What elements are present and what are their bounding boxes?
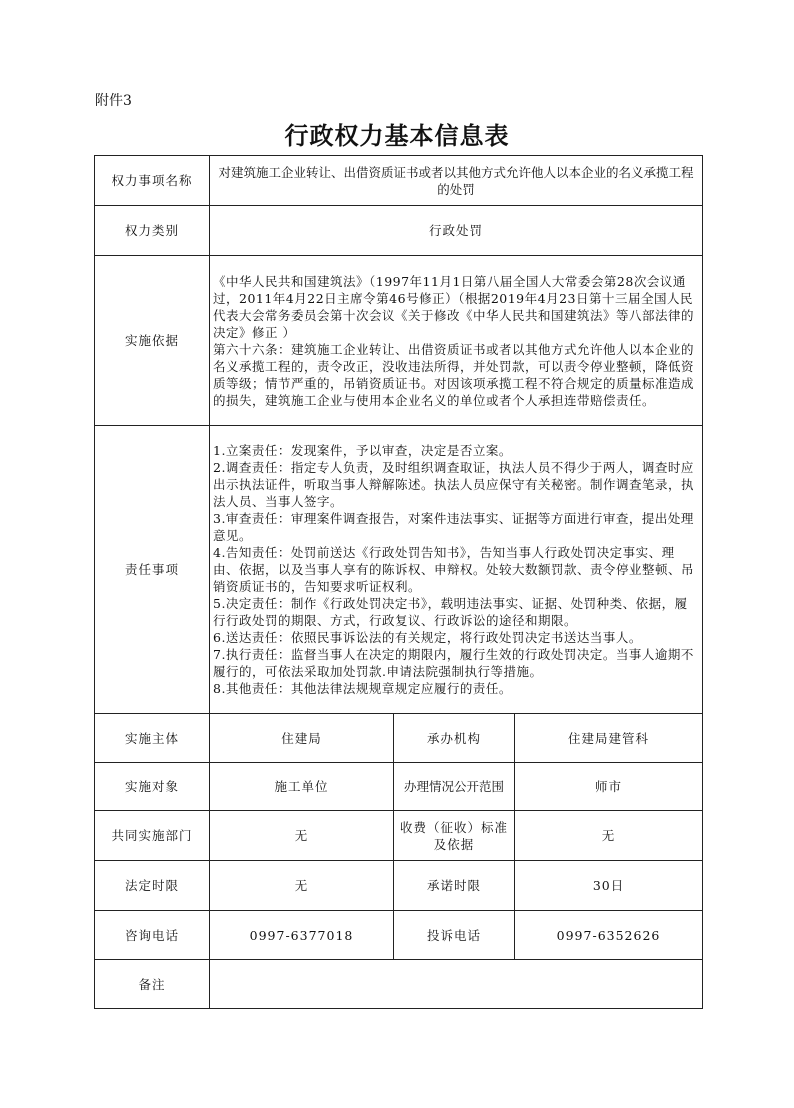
row-category — [95, 206, 703, 256]
complaint-phone-value: 0997-6352626 — [515, 911, 703, 960]
category-label: 权力类别 — [95, 206, 210, 256]
page-title: 行政权力基本信息表 — [284, 121, 510, 150]
basis-label: 实施依据 — [95, 256, 210, 426]
handling-org-value: 住建局建管科 — [515, 714, 703, 763]
joint-dept-label: 共同实施部门 — [95, 811, 210, 861]
legal-time-limit-value: 无 — [210, 861, 394, 911]
responsibility-item: 4.告知责任：处罚前送达《行政处罚告知书》，告知当事人行政处罚决定事实、理由、依据，以及当事人享有的陈诉权、申辩权。处较大数额罚款、责令停业整顿、吊销资质证书的，告知要求听证权利。 — [213, 545, 695, 594]
legal-time-limit-label: 法定时限 — [95, 861, 210, 911]
basis-content — [210, 256, 703, 426]
row-time-limit — [95, 861, 703, 911]
row-responsibility — [95, 426, 703, 714]
item-name-value: 对建筑施工企业转让、出借资质证书或者以其他方式允许他人以本企业的名义承揽工程的处罚 — [210, 156, 703, 206]
target-label: 实施对象 — [95, 763, 210, 811]
responsibility-content — [210, 426, 703, 714]
responsibility-item: 7.执行责任：监督当事人在决定的期限内，履行生效的行政处罚决定。当事人逾期不履行的，可依法采取加处罚款.申请法院强制执行等措施。 — [213, 647, 694, 679]
item-name-label: 权力事项名称 — [95, 156, 210, 206]
row-joint-dept — [95, 811, 703, 861]
fee-standard-label: 收费（征收）标准及依据 — [394, 811, 515, 861]
consult-phone-label: 咨询电话 — [95, 911, 210, 960]
subject-value: 住建局 — [210, 714, 394, 763]
basis-paragraph: 《中华人民共和国建筑法》（1997年11月1日第八届全国人大常委会第28次会议通过，2011年4月22日主席令第46号修正）（根据2019年4月23日第十三届全国人民代表大会常务委员会第十次会议《关于修改《中华人民共和国建筑法》等八部法律的决定》修正 ） — [213, 273, 695, 340]
promised-time-limit-value: 30日 — [515, 861, 703, 911]
disclosure-scope-value: 师市 — [515, 763, 703, 811]
complaint-phone-label: 投诉电话 — [394, 911, 515, 960]
target-value: 施工单位 — [210, 763, 394, 811]
fee-standard-value: 无 — [515, 811, 703, 861]
basis-paragraph: 第六十六条：建筑施工企业转让、出借资质证书或者以其他方式允许他人以本企业的名义承揽工程的，责令改正，没收违法所得，并处罚款，可以责令停业整顿，降低资质等级；情节严重的，吊销资质证书。对因该项承揽工程不符合规定的质量标准造成的损失，建筑施工企业与使用本企业名义的单位或者个人承担连带赔偿责任。 — [213, 341, 695, 408]
responsibility-item: 1.立案责任：发现案件，予以审查，决定是否立案。 — [213, 443, 512, 458]
row-phone — [95, 911, 703, 960]
row-subject — [95, 714, 703, 763]
responsibility-item: 2.调查责任：指定专人负责，及时组织调查取证，执法人员不得少于两人，调查时应出示执法证件，听取当事人辩解陈述。执法人员应保守有关秘密。制作调查笔录，执法人员、当事人签字。 — [213, 460, 695, 509]
responsibility-item: 3.审查责任：审理案件调查报告，对案件违法事实、证据等方面进行审查，提出处理意见。 — [213, 511, 694, 543]
category-value: 行政处罚 — [210, 206, 703, 256]
row-target — [95, 763, 703, 811]
joint-dept-value: 无 — [210, 811, 394, 861]
row-item-name — [95, 156, 703, 206]
remarks-value — [210, 960, 703, 1009]
responsibility-label: 责任事项 — [95, 426, 210, 714]
responsibility-item: 8.其他责任：其他法律法规规章规定应履行的责任。 — [213, 681, 512, 696]
row-remarks — [95, 960, 703, 1009]
disclosure-scope-label: 办理情况公开范围 — [394, 763, 515, 811]
responsibility-item: 5.决定责任：制作《行政处罚决定书》，载明违法事实、证据、处罚种类、依据，履行行政处罚的期限、方式，行政复议、行政诉讼的途径和期限。 — [213, 596, 688, 628]
remarks-label: 备注 — [95, 960, 210, 1009]
subject-label: 实施主体 — [95, 714, 210, 763]
promised-time-limit-label: 承诺时限 — [394, 861, 515, 911]
attachment-label: 附件3 — [95, 93, 132, 109]
row-basis — [95, 256, 703, 426]
consult-phone-value: 0997-6377018 — [210, 911, 394, 960]
handling-org-label: 承办机构 — [394, 714, 515, 763]
responsibility-item: 6.送达责任：依照民事诉讼法的有关规定，将行政处罚决定书送达当事人。 — [213, 630, 642, 645]
info-table — [94, 155, 703, 1009]
